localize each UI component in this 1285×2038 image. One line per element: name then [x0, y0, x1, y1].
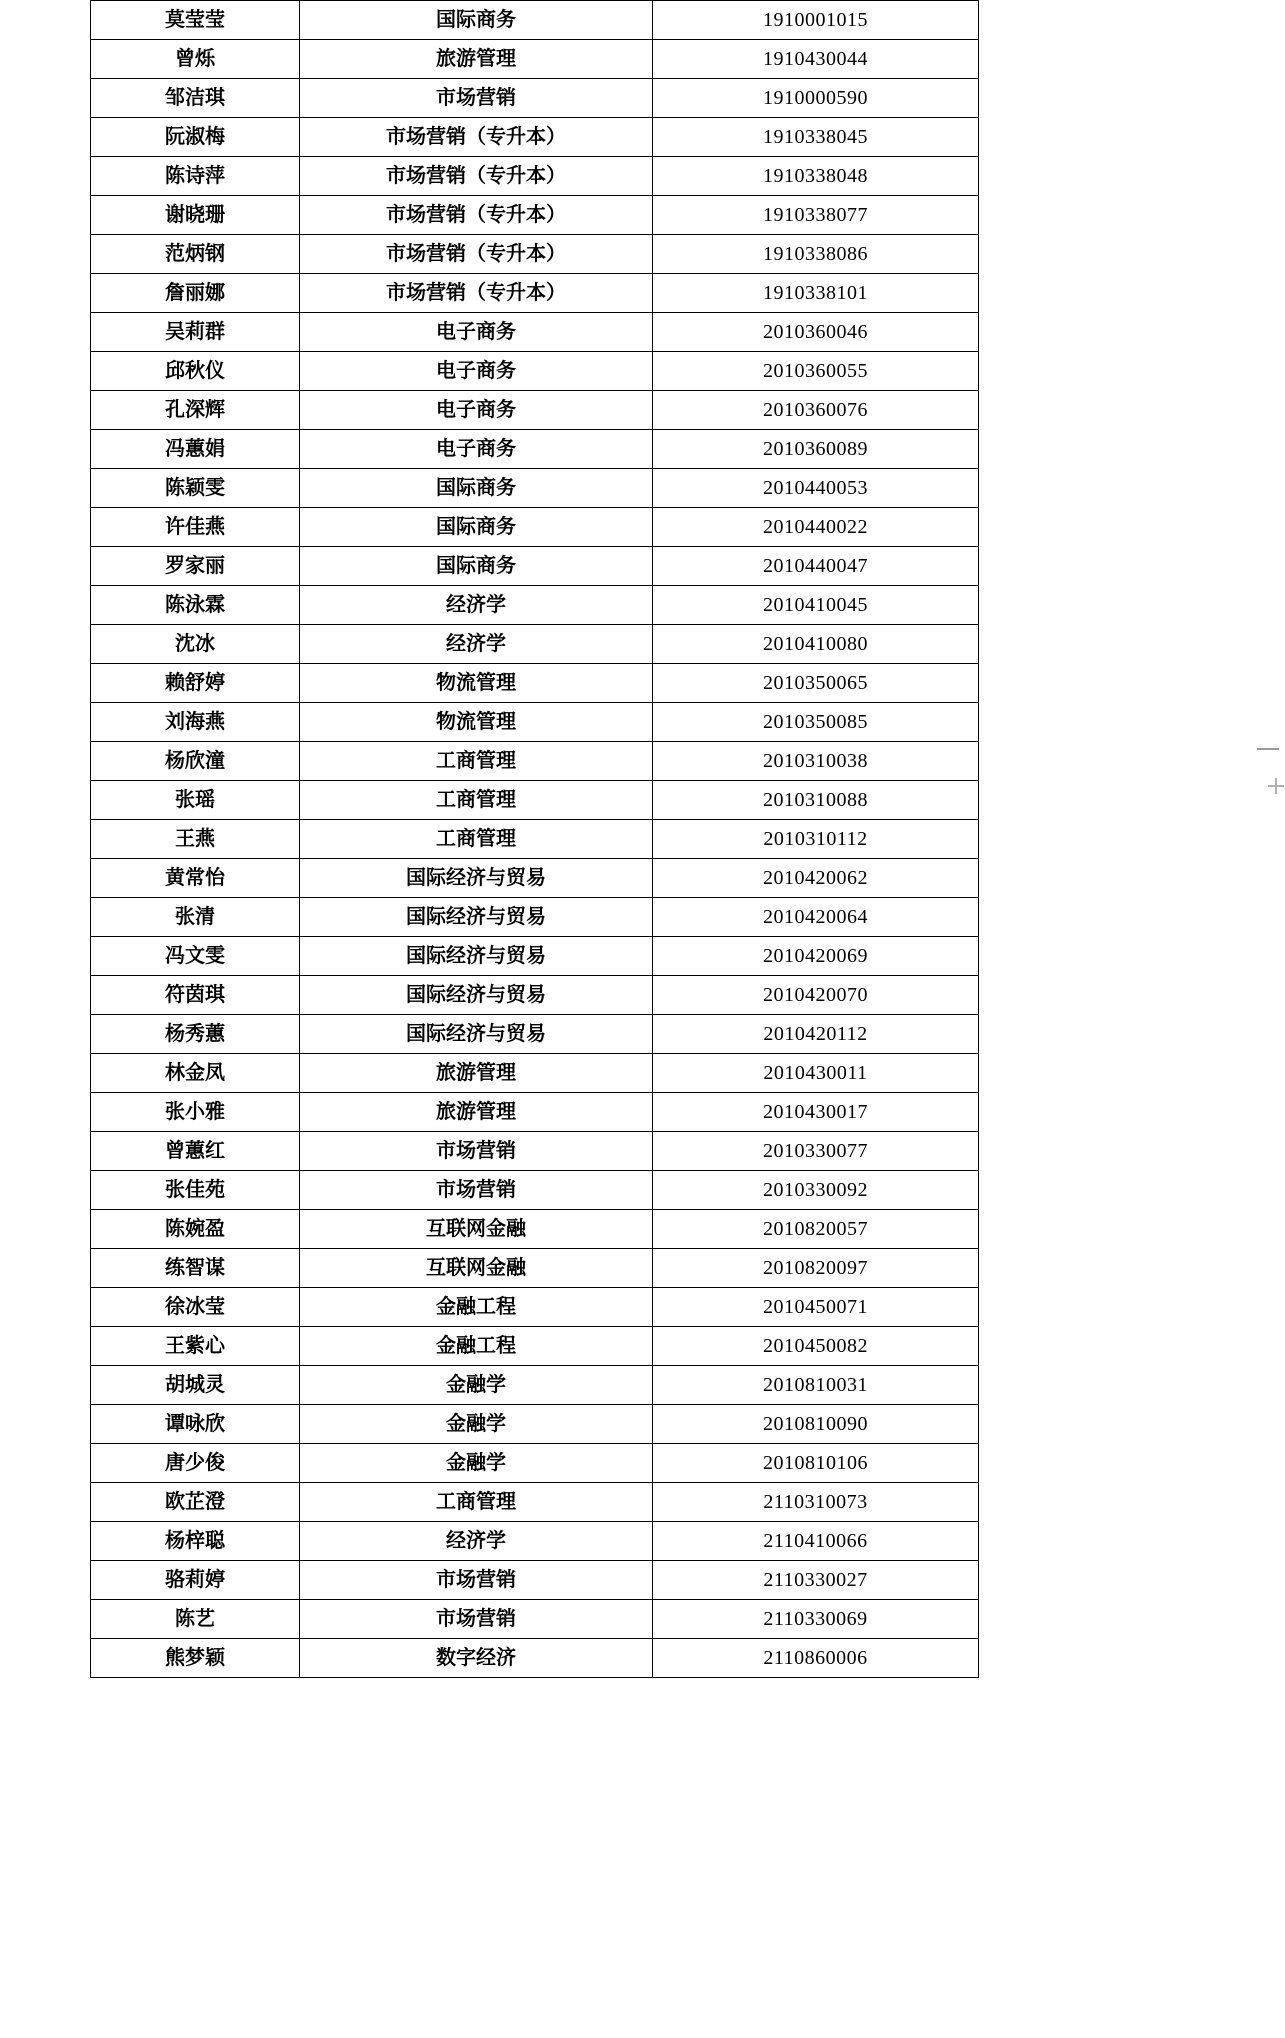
table-row [91, 1093, 979, 1132]
cell-major: 市场营销（专升本） [300, 196, 653, 235]
cell-student-name: 杨秀蕙 [91, 1015, 300, 1054]
cell-student-id: 1910001015 [653, 1, 979, 40]
table-row [91, 664, 979, 703]
table-row [91, 820, 979, 859]
cell-major: 工商管理 [300, 742, 653, 781]
cell-student-name: 沈冰 [91, 625, 300, 664]
cell-student-id: 2010810031 [653, 1366, 979, 1405]
cell-student-name: 熊梦颖 [91, 1639, 300, 1678]
cell-major: 市场营销（专升本） [300, 235, 653, 274]
roster-table-container [90, 0, 975, 1678]
cell-student-id: 2010360046 [653, 313, 979, 352]
cell-student-name: 练智谋 [91, 1249, 300, 1288]
cell-student-id: 2010350065 [653, 664, 979, 703]
cell-student-id: 2010410080 [653, 625, 979, 664]
cell-student-id: 2010360089 [653, 430, 979, 469]
cell-student-name: 孔深辉 [91, 391, 300, 430]
table-row [91, 1561, 979, 1600]
cell-student-name: 王紫心 [91, 1327, 300, 1366]
cell-major: 金融学 [300, 1444, 653, 1483]
cell-student-id: 2010410045 [653, 586, 979, 625]
roster-table-body [91, 1, 979, 1678]
cell-student-name: 骆莉婷 [91, 1561, 300, 1600]
cell-student-name: 阮淑梅 [91, 118, 300, 157]
table-row [91, 79, 979, 118]
table-row [91, 1, 979, 40]
cell-major: 金融学 [300, 1405, 653, 1444]
cell-student-id: 2010440047 [653, 547, 979, 586]
cell-major: 国际经济与贸易 [300, 859, 653, 898]
table-row [91, 1639, 979, 1678]
cell-student-name: 冯文雯 [91, 937, 300, 976]
cell-student-name: 陈泳霖 [91, 586, 300, 625]
cell-student-name: 欧芷澄 [91, 1483, 300, 1522]
table-row [91, 1288, 979, 1327]
cell-major: 国际经济与贸易 [300, 937, 653, 976]
cell-student-id: 2010420069 [653, 937, 979, 976]
scroll-indicator[interactable] [1257, 742, 1279, 802]
cell-student-id: 2010420062 [653, 859, 979, 898]
table-row [91, 469, 979, 508]
table-row [91, 781, 979, 820]
cell-student-id: 1910338086 [653, 235, 979, 274]
table-row [91, 742, 979, 781]
table-row [91, 1210, 979, 1249]
cell-major: 互联网金融 [300, 1210, 653, 1249]
cell-major: 工商管理 [300, 820, 653, 859]
table-row [91, 430, 979, 469]
table-row [91, 508, 979, 547]
cell-major: 电子商务 [300, 352, 653, 391]
cell-student-name: 谢晓珊 [91, 196, 300, 235]
table-row [91, 1483, 979, 1522]
cell-student-name: 张佳苑 [91, 1171, 300, 1210]
table-row [91, 313, 979, 352]
cell-student-name: 谭咏欣 [91, 1405, 300, 1444]
cell-student-name: 刘海燕 [91, 703, 300, 742]
cell-student-name: 徐冰莹 [91, 1288, 300, 1327]
cell-student-name: 唐少俊 [91, 1444, 300, 1483]
table-row [91, 625, 979, 664]
table-row [91, 586, 979, 625]
cell-major: 旅游管理 [300, 1093, 653, 1132]
cell-student-name: 邱秋仪 [91, 352, 300, 391]
cell-student-id: 2010360055 [653, 352, 979, 391]
cell-student-id: 2010330092 [653, 1171, 979, 1210]
table-row [91, 1366, 979, 1405]
table-row [91, 1015, 979, 1054]
table-row [91, 1444, 979, 1483]
cell-major: 电子商务 [300, 313, 653, 352]
table-row [91, 391, 979, 430]
cell-student-id: 2110330069 [653, 1600, 979, 1639]
cell-major: 国际经济与贸易 [300, 1015, 653, 1054]
cell-student-name: 詹丽娜 [91, 274, 300, 313]
cell-student-name: 莫莹莹 [91, 1, 300, 40]
cell-student-id: 2110410066 [653, 1522, 979, 1561]
resize-cross-horizontal-icon [1268, 785, 1284, 787]
cell-major: 市场营销（专升本） [300, 118, 653, 157]
table-row [91, 1054, 979, 1093]
cell-student-name: 赖舒婷 [91, 664, 300, 703]
cell-major: 市场营销 [300, 1600, 653, 1639]
table-row [91, 157, 979, 196]
cell-major: 市场营销（专升本） [300, 157, 653, 196]
cell-student-id: 1910430044 [653, 40, 979, 79]
cell-student-id: 2110310073 [653, 1483, 979, 1522]
cell-major: 金融工程 [300, 1288, 653, 1327]
cell-student-id: 2010310038 [653, 742, 979, 781]
scroll-split-bar[interactable] [1257, 748, 1279, 750]
cell-major: 经济学 [300, 1522, 653, 1561]
cell-major: 市场营销（专升本） [300, 274, 653, 313]
cell-student-id: 2110330027 [653, 1561, 979, 1600]
cell-major: 物流管理 [300, 703, 653, 742]
table-row [91, 1522, 979, 1561]
table-row [91, 1405, 979, 1444]
cell-student-id: 2010350085 [653, 703, 979, 742]
student-roster-table [90, 0, 979, 1678]
table-row [91, 118, 979, 157]
cell-student-id: 2010420070 [653, 976, 979, 1015]
cell-major: 经济学 [300, 625, 653, 664]
cell-major: 金融工程 [300, 1327, 653, 1366]
cell-major: 数字经济 [300, 1639, 653, 1678]
cell-student-id: 2010810106 [653, 1444, 979, 1483]
cell-student-id: 2010430011 [653, 1054, 979, 1093]
cell-student-id: 2010310088 [653, 781, 979, 820]
cell-major: 旅游管理 [300, 40, 653, 79]
table-row [91, 1171, 979, 1210]
cell-major: 电子商务 [300, 391, 653, 430]
table-row [91, 274, 979, 313]
cell-student-id: 2010330077 [653, 1132, 979, 1171]
cell-student-name: 黄常怡 [91, 859, 300, 898]
cell-major: 物流管理 [300, 664, 653, 703]
cell-student-id: 2010820097 [653, 1249, 979, 1288]
cell-student-name: 陈婉盈 [91, 1210, 300, 1249]
cell-major: 国际商务 [300, 1, 653, 40]
cell-major: 旅游管理 [300, 1054, 653, 1093]
table-row [91, 1600, 979, 1639]
table-row [91, 937, 979, 976]
cell-major: 经济学 [300, 586, 653, 625]
table-row [91, 40, 979, 79]
cell-major: 国际经济与贸易 [300, 976, 653, 1015]
cell-student-id: 2010360076 [653, 391, 979, 430]
cell-student-name: 罗家丽 [91, 547, 300, 586]
table-row [91, 352, 979, 391]
cell-student-name: 邹洁琪 [91, 79, 300, 118]
cell-student-name: 陈艺 [91, 1600, 300, 1639]
cell-student-id: 2010440053 [653, 469, 979, 508]
cell-student-id: 2010310112 [653, 820, 979, 859]
cell-student-name: 胡城灵 [91, 1366, 300, 1405]
cell-major: 工商管理 [300, 1483, 653, 1522]
cell-major: 国际商务 [300, 469, 653, 508]
table-row [91, 898, 979, 937]
cell-student-id: 1910000590 [653, 79, 979, 118]
cell-major: 市场营销 [300, 1171, 653, 1210]
table-row [91, 1249, 979, 1288]
cell-student-name: 林金凤 [91, 1054, 300, 1093]
table-row [91, 1327, 979, 1366]
cell-student-name: 陈颖雯 [91, 469, 300, 508]
cell-major: 国际经济与贸易 [300, 898, 653, 937]
cell-student-id: 2010450082 [653, 1327, 979, 1366]
cell-major: 国际商务 [300, 508, 653, 547]
cell-student-name: 陈诗萍 [91, 157, 300, 196]
cell-student-name: 曾烁 [91, 40, 300, 79]
cell-student-id: 1910338048 [653, 157, 979, 196]
cell-student-id: 1910338045 [653, 118, 979, 157]
cell-major: 市场营销 [300, 79, 653, 118]
cell-student-name: 曾蕙红 [91, 1132, 300, 1171]
cell-student-id: 2010450071 [653, 1288, 979, 1327]
table-row [91, 703, 979, 742]
cell-student-name: 许佳燕 [91, 508, 300, 547]
cell-student-id: 1910338077 [653, 196, 979, 235]
cell-major: 市场营销 [300, 1132, 653, 1171]
cell-student-name: 冯蕙娟 [91, 430, 300, 469]
cell-student-id: 2010420064 [653, 898, 979, 937]
table-row [91, 235, 979, 274]
table-row [91, 547, 979, 586]
table-row [91, 1132, 979, 1171]
cell-major: 工商管理 [300, 781, 653, 820]
cell-student-name: 杨梓聪 [91, 1522, 300, 1561]
cell-student-id: 2010440022 [653, 508, 979, 547]
cell-student-name: 符茵琪 [91, 976, 300, 1015]
cell-student-name: 范炳钢 [91, 235, 300, 274]
cell-student-name: 张小雅 [91, 1093, 300, 1132]
table-row [91, 976, 979, 1015]
cell-student-name: 王燕 [91, 820, 300, 859]
cell-major: 市场营销 [300, 1561, 653, 1600]
table-row [91, 196, 979, 235]
cell-student-name: 张清 [91, 898, 300, 937]
cell-student-id: 2010420112 [653, 1015, 979, 1054]
table-row [91, 859, 979, 898]
cell-major: 电子商务 [300, 430, 653, 469]
cell-major: 国际商务 [300, 547, 653, 586]
cell-major: 互联网金融 [300, 1249, 653, 1288]
cell-student-id: 2110860006 [653, 1639, 979, 1678]
cell-student-name: 吴莉群 [91, 313, 300, 352]
cell-student-name: 张瑶 [91, 781, 300, 820]
cell-student-id: 2010430017 [653, 1093, 979, 1132]
cell-student-id: 2010810090 [653, 1405, 979, 1444]
cell-student-id: 1910338101 [653, 274, 979, 313]
cell-student-name: 杨欣潼 [91, 742, 300, 781]
cell-major: 金融学 [300, 1366, 653, 1405]
cell-student-id: 2010820057 [653, 1210, 979, 1249]
